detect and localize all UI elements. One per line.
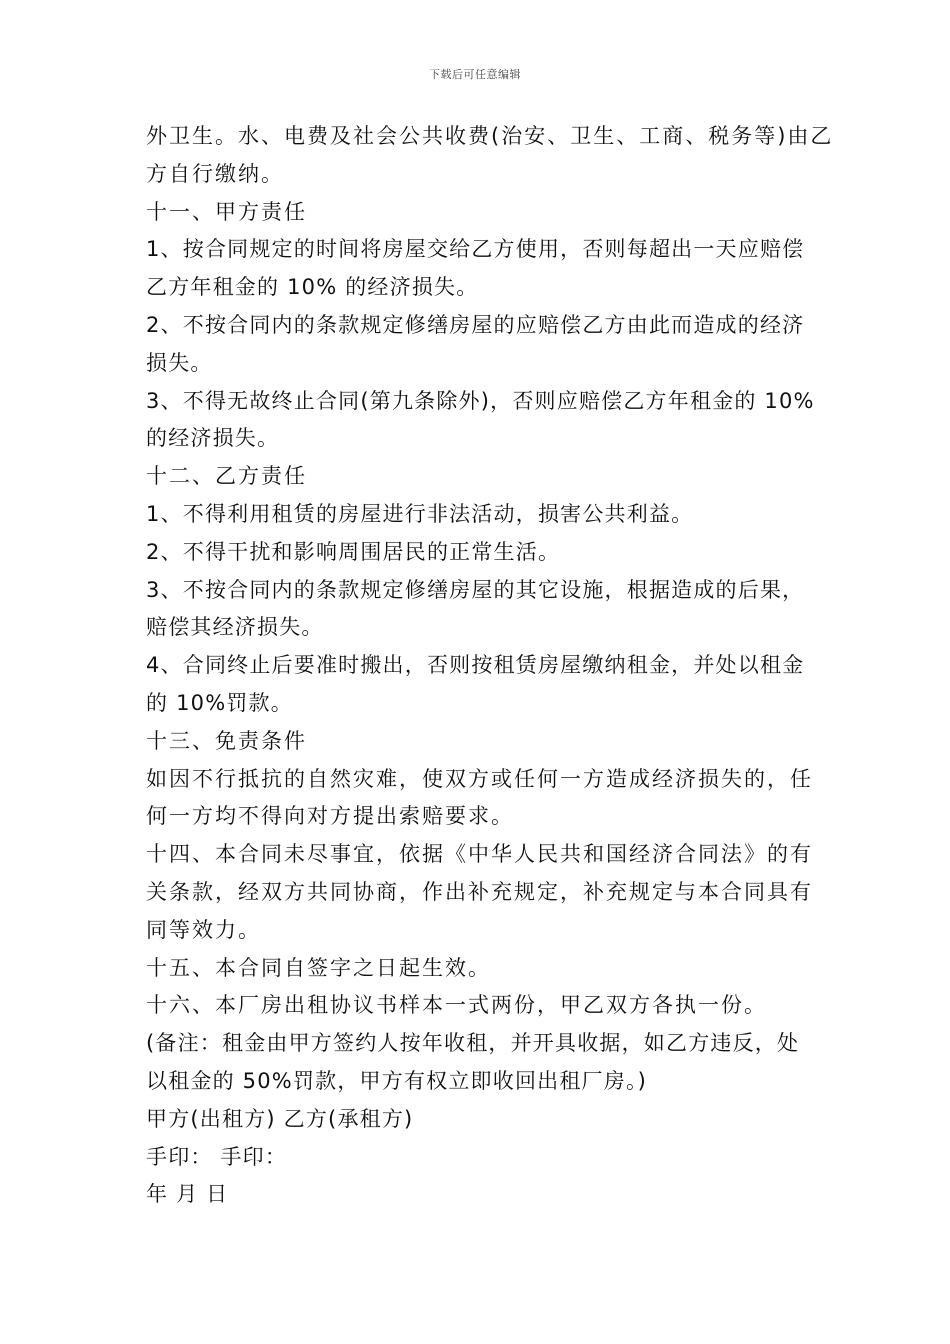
text-line: 方自行缴纳。 bbox=[146, 161, 284, 186]
text-line: 外卫生。水、电费及社会公共收费(治安、卫生、工商、税务等)由乙 bbox=[146, 124, 834, 148]
page-header: 下载后可任意编辑 bbox=[429, 68, 521, 81]
section-heading: 十一、甲方责任 bbox=[146, 199, 307, 224]
text-line: 2、不得干扰和影响周围居民的正常生活。 bbox=[146, 539, 561, 564]
section-heading: 十三、免责条件 bbox=[146, 728, 307, 753]
text-line: 十四、本合同未尽事宜，依据《中华人民共和国经济合同法》的有 bbox=[146, 842, 813, 867]
signature-date: 年 月 日 bbox=[146, 1182, 229, 1207]
text-line: 1、按合同规定的时间将房屋交给乙方使用，否则每超出一天应赔偿 bbox=[146, 237, 805, 262]
text-line: 赔偿其经济损失。 bbox=[146, 615, 324, 640]
section-heading: 十二、乙方责任 bbox=[146, 464, 307, 489]
text-line: 十五、本合同自签字之日起生效。 bbox=[146, 955, 491, 980]
text-line: 如因不行抵抗的自然灾难，使双方或任何一方造成经济损失的，任 bbox=[146, 766, 813, 791]
document-body bbox=[146, 118, 834, 1214]
signature-parties: 甲方(出租方) 乙方(承租方) bbox=[146, 1106, 414, 1131]
text-line: 同等效力。 bbox=[146, 917, 261, 942]
text-line: 何一方均不得向对方提出索赔要求。 bbox=[146, 804, 514, 829]
text-line: 1、不得利用租赁的房屋进行非法活动，损害公共利益。 bbox=[146, 501, 694, 526]
text-line: 的 10%罚款。 bbox=[146, 690, 293, 715]
text-line: 2、不按合同内的条款规定修缮房屋的应赔偿乙方由此而造成的经济 bbox=[146, 312, 805, 337]
text-line: 乙方年租金的 10% 的经济损失。 bbox=[146, 275, 479, 300]
text-line: 的经济损失。 bbox=[146, 426, 280, 451]
text-line: 关条款，经双方共同协商，作出补充规定，补充规定与本合同具有 bbox=[146, 879, 813, 904]
text-line: (备注：租金由甲方签约人按年收租，并开具收据，如乙方违反，处 bbox=[146, 1031, 800, 1056]
signature-seals: 手印： 手印： bbox=[146, 1144, 288, 1169]
text-line: 3、不得无故终止合同(第九条除外)，否则应赔偿乙方年租金的 10% bbox=[146, 388, 815, 413]
text-line: 以租金的 50%罚款，甲方有权立即收回出租厂房。) bbox=[146, 1068, 648, 1093]
text-line: 4、合同终止后要准时搬出，否则按租赁房屋缴纳租金，并处以租金 bbox=[146, 653, 805, 678]
text-line: 损失。 bbox=[146, 350, 213, 375]
text-line: 十六、本厂房出租协议书样本一式两份，甲乙双方各执一份。 bbox=[146, 993, 767, 1018]
text-line: 3、不按合同内的条款规定修缮房屋的其它设施，根据造成的后果， bbox=[146, 577, 805, 602]
